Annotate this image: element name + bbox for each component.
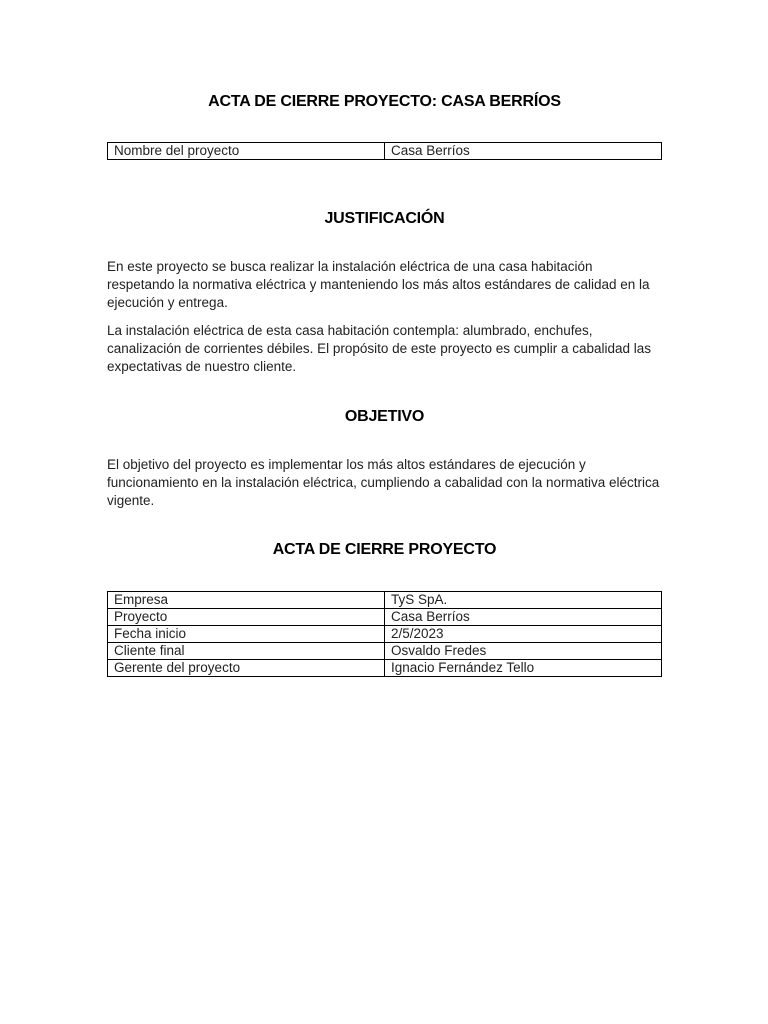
project-name-table [107,142,662,160]
table-cell-value: Ignacio Fernández Tello [385,660,662,677]
table-cell-value: Casa Berríos [385,143,662,160]
acta-table [107,591,662,677]
justificacion-paragraph-1: En este proyecto se busca realizar la instalación eléctrica de una casa habitación respetando la normativa eléctrica y manteniendo los más altos estándares de calidad en la ejecución y entrega. [107,259,650,310]
table-cell-label: Cliente final [108,643,385,660]
objetivo-heading: OBJETIVO [344,408,425,425]
table-cell-label: Empresa [108,592,385,609]
table-cell-label: Proyecto [108,609,385,626]
table-row [108,592,662,609]
table-row [108,143,662,160]
table-row [108,626,662,643]
acta-heading: ACTA DE CIERRE PROYECTO [272,541,497,558]
justificacion-paragraph-2: La instalación eléctrica de esta casa habitación contempla: alumbrado, enchufes, canalización de corrientes débiles. El propósito de este proyecto es cumplir a cabalidad las expectativas de nuestro cliente. [107,323,652,374]
table-row [108,660,662,677]
justificacion-heading: JUSTIFICACIÓN [324,210,445,227]
table-cell-value: Osvaldo Fredes [385,643,662,660]
table-cell-value: Casa Berríos [385,609,662,626]
table-cell-value: TyS SpA. [385,592,662,609]
table-cell-label: Nombre del proyecto [108,143,385,160]
table-cell-value: 2/5/2023 [385,626,662,643]
table-row [108,609,662,626]
objetivo-paragraph: El objetivo del proyecto es implementar los más altos estándares de ejecución y funcionamiento en la instalación eléctrica, cumpliendo a cabalidad con la normativa eléctrica vigente. [107,457,660,508]
document-title: ACTA DE CIERRE PROYECTO: CASA BERRÍOS [208,93,561,110]
table-cell-label: Gerente del proyecto [108,660,385,677]
table-row [108,643,662,660]
table-cell-label: Fecha inicio [108,626,385,643]
